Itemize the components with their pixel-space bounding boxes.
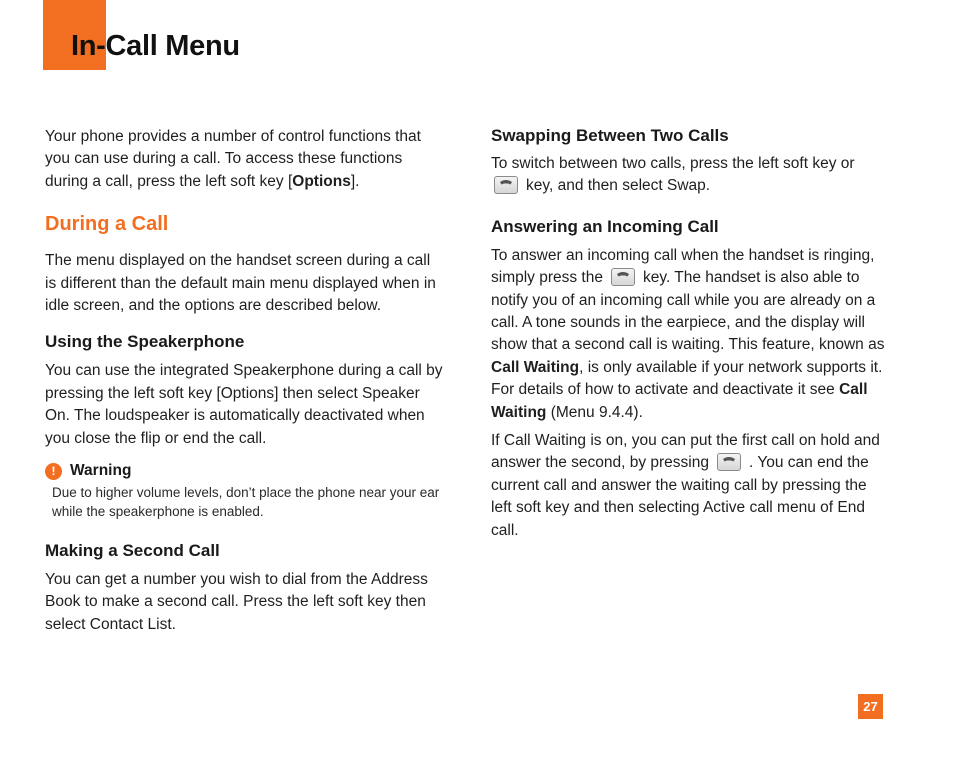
page-title: In-Call Menu: [71, 30, 240, 62]
warning-text: Due to higher volume levels, don’t place the phone near your ear while the speakerphone is enabled.: [52, 485, 440, 519]
heading-second-call: Making a Second Call: [45, 541, 220, 561]
warning-label: Warning: [70, 462, 132, 480]
second-call-paragraph: You can get a number you wish to dial from the Address Book to make a second call. Press the left soft key then select Contact List.: [45, 571, 428, 633]
warning-icon: !: [45, 463, 62, 480]
swap-paragraph: To switch between two calls, press the left soft key or key, and then select Swap.: [491, 155, 855, 195]
call-waiting-bold: Call Waiting: [491, 381, 868, 421]
intro-paragraph: Your phone provides a number of control functions that you can use during a call. To access these functions during a call, press the left soft key [Options].: [45, 128, 421, 190]
left-column: [45, 126, 445, 636]
answer-paragraph-1: To answer an incoming call when the handset is ringing, simply press the key. The handset is also able to notify you of an incoming call while you are already on a call. A tone sounds in the earpiece, and the display will show that a second call is waiting. This feature, known as Call Waiting, is only available if your network supports it. For details of how to activate and deactivate it see Call Waiting (Menu 9.4.4).: [491, 246, 885, 421]
page-number: 27: [858, 694, 883, 719]
warning-box: [45, 462, 445, 521]
send-key-icon: [717, 453, 741, 471]
call-waiting-bold: Call Waiting: [491, 358, 580, 376]
send-key-icon: [611, 268, 635, 286]
speakerphone-paragraph: You can use the integrated Speakerphone during a call by pressing the left soft key [Options] then select Speaker On. The loudspeaker is automatically deactivated when you close the flip or end the call.: [45, 362, 443, 447]
send-key-icon: [494, 176, 518, 194]
warning-header: [45, 462, 445, 480]
heading-speakerphone: Using the Speakerphone: [45, 332, 245, 352]
during-call-paragraph: The menu displayed on the handset screen during a call is different than the default main menu displayed when in idle screen, and the options are described below.: [45, 252, 436, 315]
answer-paragraph-2: If Call Waiting is on, you can put the first call on hold and answer the second, by pressing . You can end the current call and answer the waiting call by pressing the left soft key and then selecting Active call menu of End call.: [491, 432, 880, 539]
heading-answering-call: Answering an Incoming Call: [491, 216, 719, 236]
section-heading-during-call: During a Call: [45, 213, 169, 236]
options-bold: Options: [292, 172, 351, 190]
right-column: [491, 126, 891, 542]
heading-swapping-calls: Swapping Between Two Calls: [491, 126, 729, 145]
